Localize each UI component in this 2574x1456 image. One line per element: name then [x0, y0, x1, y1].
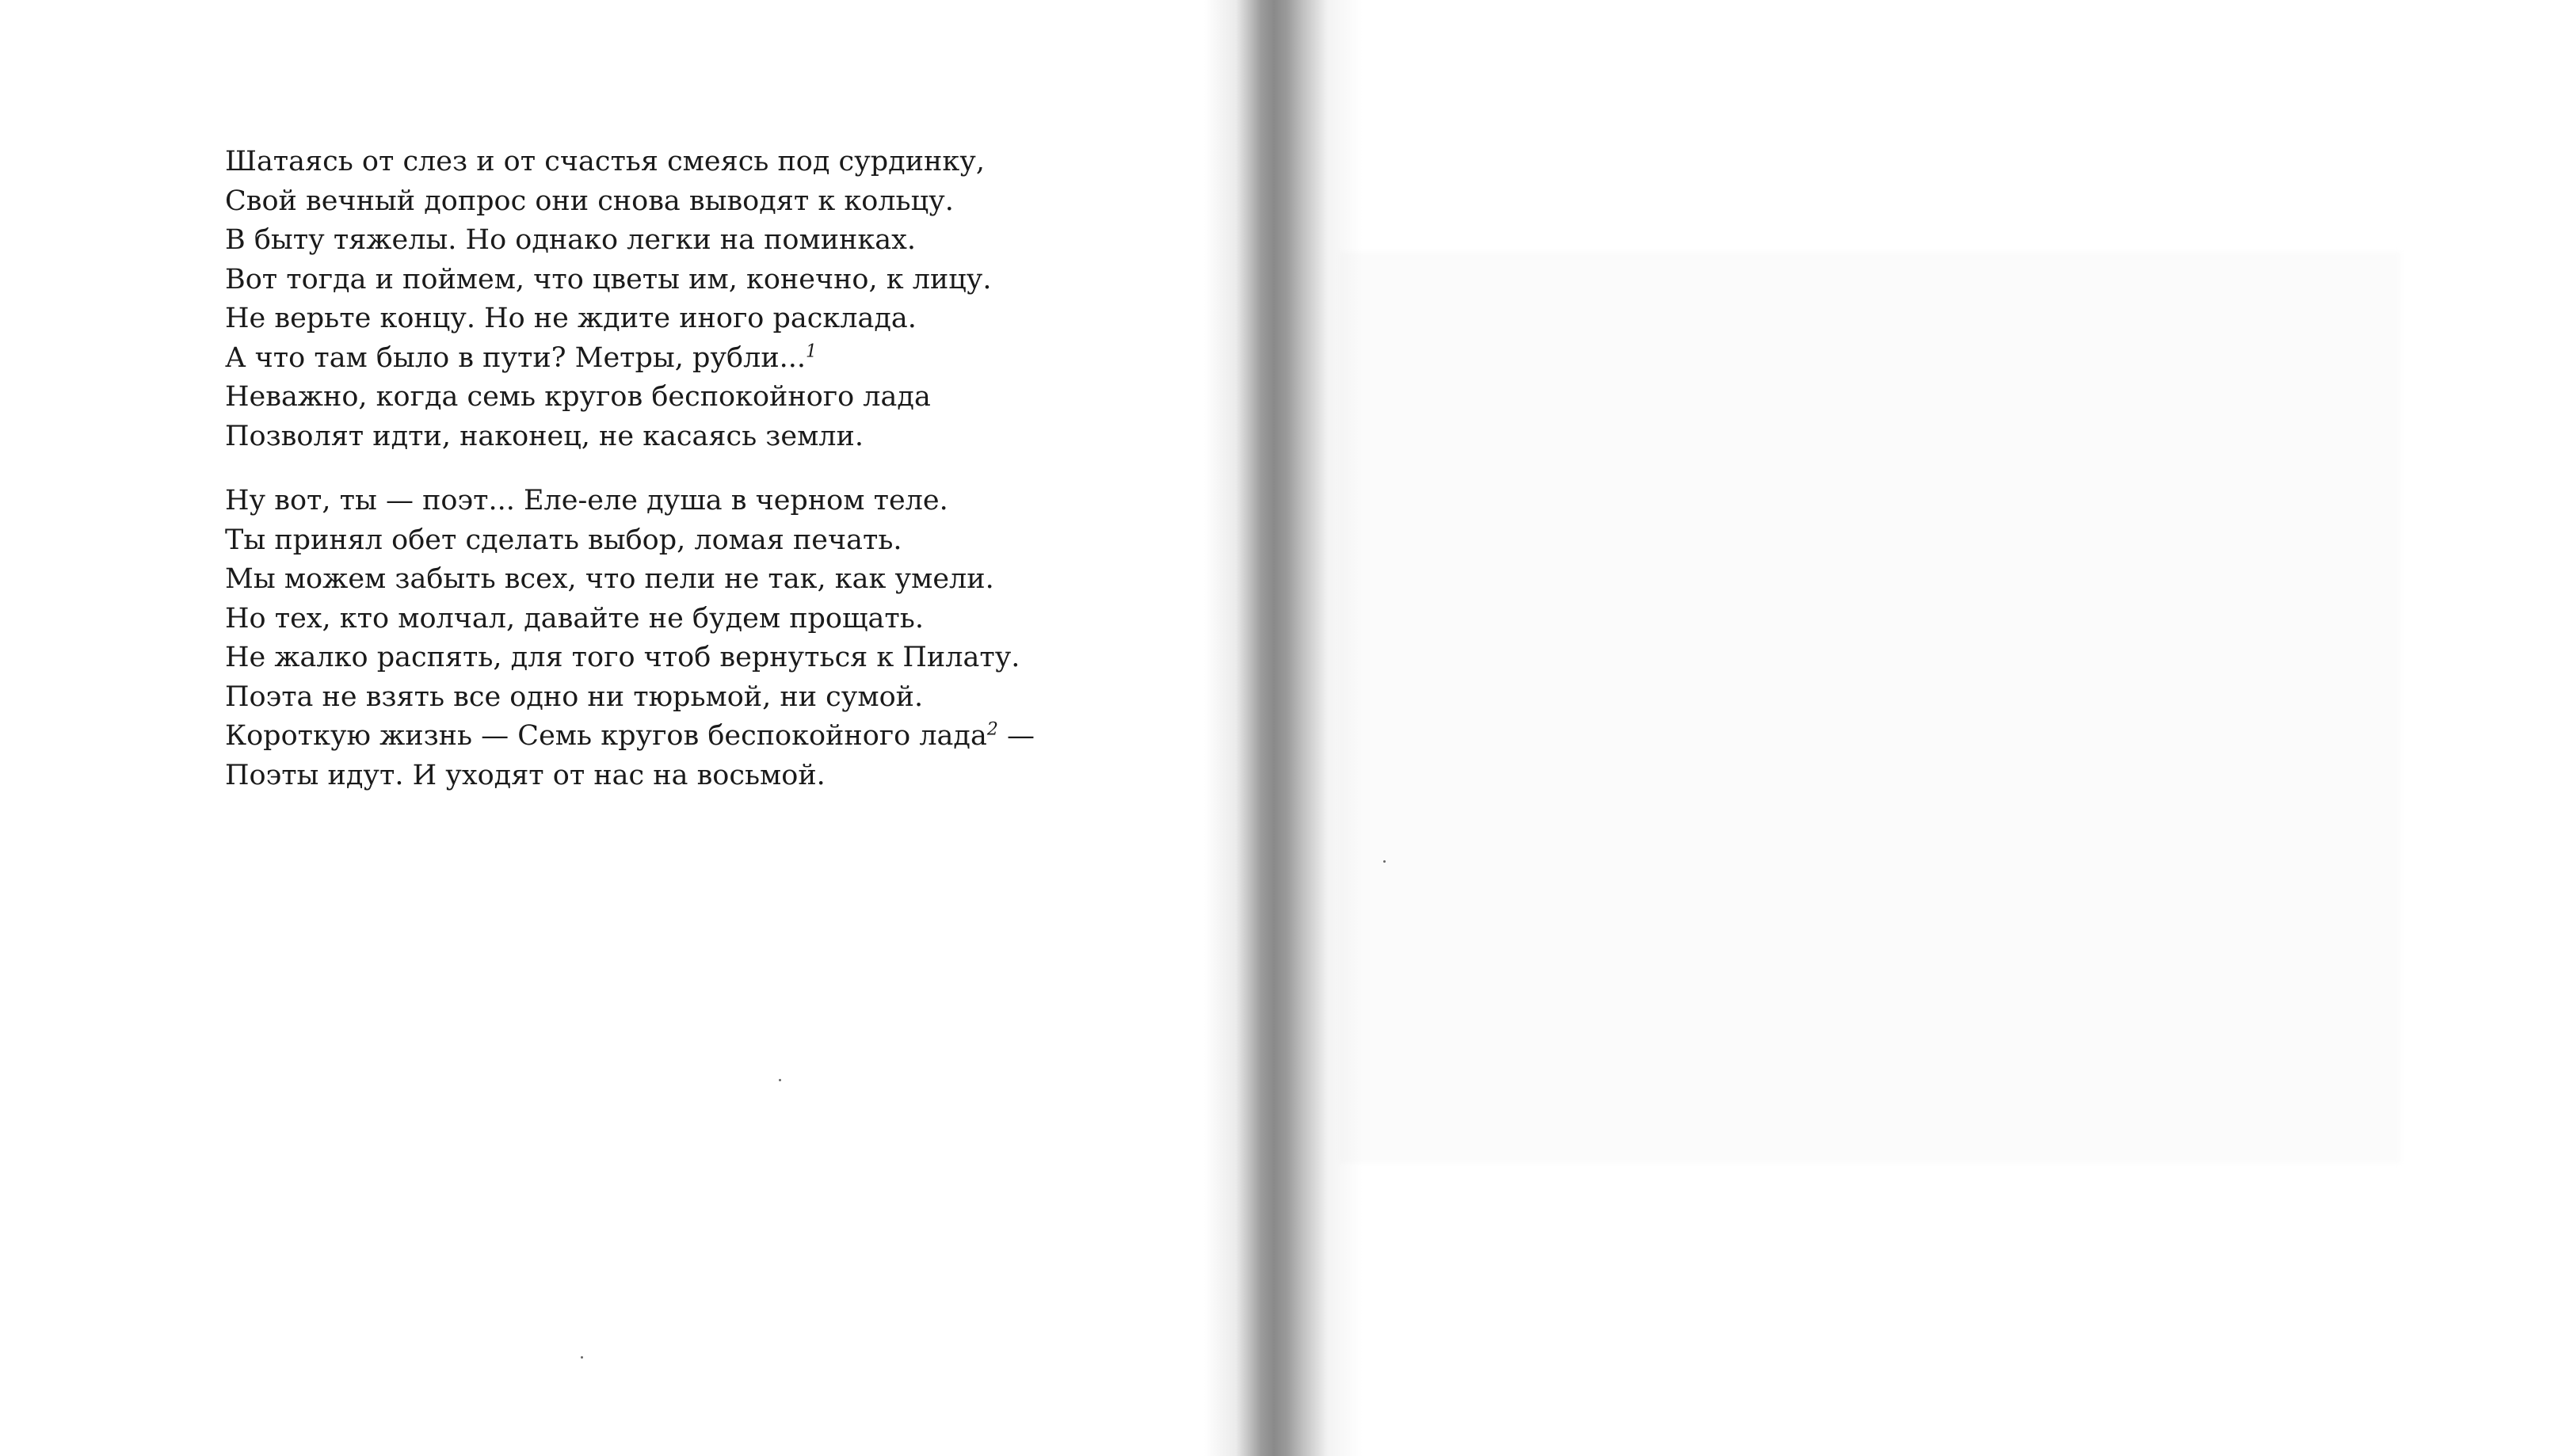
poem-line: Вот тогда и поймем, что цветы им, конечно, к лицу. — [225, 263, 992, 295]
scan-speck — [779, 1079, 781, 1081]
poem-line: Короткую жизнь — Семь кругов беспокойного лада$^2$ — — [225, 719, 1035, 752]
stanza-1 — [225, 143, 1136, 456]
poem-line: Позволят идти, наконец, не касаясь земли. — [225, 420, 864, 452]
poem-line: Неважно, когда семь кругов беспокойного лада — [225, 381, 931, 413]
poem-line: Свой вечный допрос они снова выводят к кольцу. — [225, 185, 954, 217]
stanza-2 — [225, 482, 1136, 795]
poem-text — [225, 143, 1136, 795]
poem-line: Поэта не взять все одно ни тюрьмой, ни сумой. — [225, 680, 924, 713]
poem-line: Шатаясь от слез и от счастья смеясь под сурдинку, — [225, 146, 985, 177]
poem-line: Ты принял обет сделать выбор, ломая печать. — [225, 524, 902, 556]
book-gutter-shadow — [1204, 0, 1363, 1456]
show-through-block — [1339, 252, 2400, 1163]
scan-speck — [581, 1356, 583, 1359]
scan-speck — [1383, 860, 1386, 863]
footnote-marker: 1 — [806, 341, 818, 361]
poem-line: Не жалко распять, для того чтоб вернуться к Пилату. — [225, 642, 1020, 673]
left-page — [0, 0, 1236, 1456]
poem-line: Не верьте концу. Но не ждите иного расклада. — [225, 303, 917, 334]
poem-line: Но тех, кто молчал, давайте не будем прощать. — [225, 602, 924, 635]
poem-line: Поэты идут. И уходят от нас на восьмой. — [225, 759, 826, 791]
poem-line: В быту тяжелы. Но однако легки на поминках. — [225, 224, 916, 256]
poem-line: Мы можем забыть всех, что пели не так, как умели. — [225, 563, 994, 595]
poem-line: Ну вот, ты — поэт... Еле-еле душа в черном теле. — [225, 485, 948, 516]
footnote-marker: 2 — [986, 719, 998, 740]
poem-line: А что там было в пути? Метры, рубли...$^1$ — [225, 341, 818, 374]
